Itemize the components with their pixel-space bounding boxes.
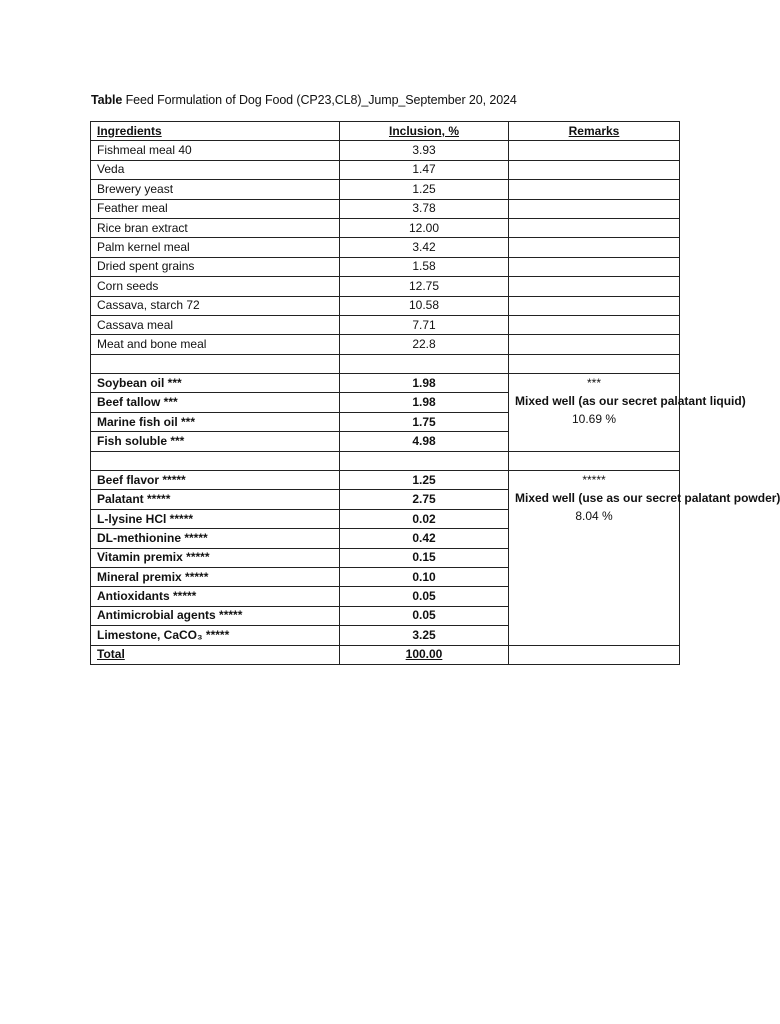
inclusion-value: 0.42 bbox=[340, 529, 509, 548]
remark-percent: 8.04 % bbox=[575, 509, 613, 524]
inclusion-value: 4.98 bbox=[340, 432, 509, 451]
spacer-row bbox=[91, 451, 680, 470]
table-row bbox=[91, 374, 680, 393]
empty-cell bbox=[91, 354, 340, 373]
ingredient-name: Corn seeds bbox=[91, 277, 340, 296]
table-body bbox=[91, 141, 780, 665]
table-row bbox=[91, 141, 680, 160]
remark-percent: 10.69 % bbox=[571, 412, 617, 427]
table-row bbox=[91, 218, 680, 237]
ingredient-name: L-lysine HCl ***** bbox=[91, 509, 340, 528]
inclusion-value: 10.58 bbox=[340, 296, 509, 315]
remark-cell bbox=[509, 160, 680, 179]
group3_remark-cell bbox=[509, 471, 780, 646]
ingredient-name: Limestone, CaCO₃ ***** bbox=[91, 626, 340, 645]
remark-cell bbox=[509, 315, 680, 334]
empty-cell bbox=[91, 451, 340, 470]
ingredient-name: Antioxidants ***** bbox=[91, 587, 340, 606]
empty-cell bbox=[340, 451, 509, 470]
ingredient-name: Veda bbox=[91, 160, 340, 179]
inclusion-value: 3.78 bbox=[340, 199, 509, 218]
table-caption bbox=[91, 93, 517, 107]
feed-formulation-table bbox=[90, 121, 780, 665]
inclusion-value: 0.05 bbox=[340, 587, 509, 606]
empty-cell bbox=[509, 451, 680, 470]
remark-cell bbox=[509, 199, 680, 218]
caption-lead: Table bbox=[91, 93, 123, 107]
inclusion-value: 3.25 bbox=[340, 626, 509, 645]
header-remarks: Remarks bbox=[509, 122, 680, 141]
group2_remark-cell bbox=[509, 374, 746, 452]
remark-stars: *** bbox=[586, 376, 601, 391]
inclusion-value: 0.15 bbox=[340, 548, 509, 567]
ingredient-name: Dried spent grains bbox=[91, 257, 340, 276]
table-row bbox=[91, 180, 680, 199]
remark-text: Mixed well (use as our secret palatant powder) bbox=[515, 491, 780, 506]
total-label: Total bbox=[91, 645, 340, 664]
inclusion-value: 1.47 bbox=[340, 160, 509, 179]
ingredient-name: Palatant ***** bbox=[91, 490, 340, 509]
table-row bbox=[91, 238, 680, 257]
table-row bbox=[91, 277, 680, 296]
inclusion-value: 2.75 bbox=[340, 490, 509, 509]
ingredient-name: Mineral premix ***** bbox=[91, 567, 340, 586]
inclusion-value: 12.00 bbox=[340, 218, 509, 237]
table-row bbox=[91, 257, 680, 276]
inclusion-value: 7.71 bbox=[340, 315, 509, 334]
ingredient-name: DL-methionine ***** bbox=[91, 529, 340, 548]
remark-cell bbox=[509, 180, 680, 199]
inclusion-value: 12.75 bbox=[340, 277, 509, 296]
caption-text: Feed Formulation of Dog Food (CP23,CL8)_Jump_September 20, 2024 bbox=[122, 93, 517, 107]
ingredient-name: Feather meal bbox=[91, 199, 340, 218]
ingredient-name: Beef tallow *** bbox=[91, 393, 340, 412]
inclusion-value: 3.42 bbox=[340, 238, 509, 257]
ingredient-name: Cassava, starch 72 bbox=[91, 296, 340, 315]
inclusion-value: 1.98 bbox=[340, 374, 509, 393]
ingredient-name: Palm kernel meal bbox=[91, 238, 340, 257]
ingredient-name: Soybean oil *** bbox=[91, 374, 340, 393]
remark-cell bbox=[509, 257, 680, 276]
inclusion-value: 0.05 bbox=[340, 606, 509, 625]
ingredient-name: Fishmeal meal 40 bbox=[91, 141, 340, 160]
ingredient-name: Antimicrobial agents ***** bbox=[91, 606, 340, 625]
inclusion-value: 0.10 bbox=[340, 567, 509, 586]
ingredient-name: Meat and bone meal bbox=[91, 335, 340, 354]
ingredient-name: Beef flavor ***** bbox=[91, 471, 340, 490]
header-row bbox=[91, 122, 680, 141]
ingredient-name: Rice bran extract bbox=[91, 218, 340, 237]
inclusion-value: 22.8 bbox=[340, 335, 509, 354]
remark-cell bbox=[509, 218, 680, 237]
table-row bbox=[91, 471, 680, 490]
table-row bbox=[91, 199, 680, 218]
empty-cell bbox=[340, 354, 509, 373]
ingredient-name: Fish soluble *** bbox=[91, 432, 340, 451]
remark-cell bbox=[509, 277, 680, 296]
spacer-row bbox=[91, 354, 680, 373]
inclusion-value: 3.93 bbox=[340, 141, 509, 160]
inclusion-value: 1.98 bbox=[340, 393, 509, 412]
remark-text: Mixed well (as our secret palatant liquid) bbox=[515, 394, 746, 409]
remark-cell bbox=[509, 141, 680, 160]
remark-cell bbox=[509, 296, 680, 315]
inclusion-value: 1.25 bbox=[340, 471, 509, 490]
total-row bbox=[91, 645, 680, 664]
inclusion-value: 1.58 bbox=[340, 257, 509, 276]
remark-cell bbox=[509, 335, 680, 354]
ingredient-name: Cassava meal bbox=[91, 315, 340, 334]
remark-cell bbox=[509, 645, 680, 664]
table-row bbox=[91, 160, 680, 179]
ingredient-name: Vitamin premix ***** bbox=[91, 548, 340, 567]
table-row bbox=[91, 335, 680, 354]
remark-stars: ***** bbox=[582, 473, 606, 488]
inclusion-value: 1.25 bbox=[340, 180, 509, 199]
ingredient-name: Brewery yeast bbox=[91, 180, 340, 199]
inclusion-value: 1.75 bbox=[340, 412, 509, 431]
header-ingredients: Ingredients bbox=[91, 122, 340, 141]
remark-cell bbox=[509, 238, 680, 257]
table-row bbox=[91, 296, 680, 315]
header-inclusion: Inclusion, % bbox=[340, 122, 509, 141]
table-row bbox=[91, 315, 680, 334]
empty-cell bbox=[509, 354, 680, 373]
inclusion-value: 0.02 bbox=[340, 509, 509, 528]
ingredient-name: Marine fish oil *** bbox=[91, 412, 340, 431]
total-value: 100.00 bbox=[340, 645, 509, 664]
